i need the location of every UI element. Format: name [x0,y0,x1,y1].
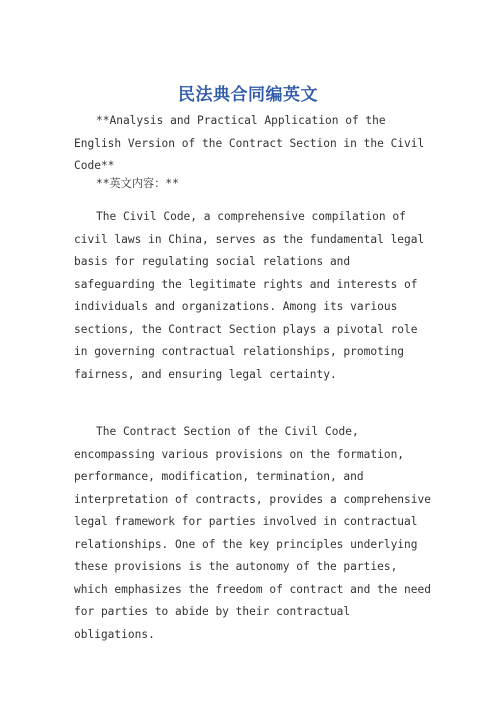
subtitle-text: **Analysis and Practical Application of the English Version of the Contract Section in the Civil Code** [74,114,425,172]
paragraph-2 [74,421,436,646]
section-label [74,173,436,196]
section-label-text: **英文内容：** [96,177,179,190]
document-subtitle [74,110,436,178]
document-title: 民法典合同编英文 [178,85,318,105]
paragraph-1-text: The Civil Code, a comprehensive compilation of civil laws in China, serves as the fundamental legal basis for regulating social relations and safeguarding the legitimate rights and interests of individuals and organizations. Among its various sections, the Contract Section plays a pivotal role in governing contractual relationships, promoting fairness, and ensuring legal certainty. [74,210,425,381]
paragraph-2-text: The Contract Section of the Civil Code, encompassing various provisions on the formation, performance, modification, termination, and interpretation of contracts, provides a comprehensive legal framework for parties involved in contractual relationships. One of the key principles underlying these provisions is the autonomy of the parties, which emphasizes the freedom of contract and the need for parties to abide by their contractual obligations. [74,425,431,641]
paragraph-1 [74,206,436,386]
